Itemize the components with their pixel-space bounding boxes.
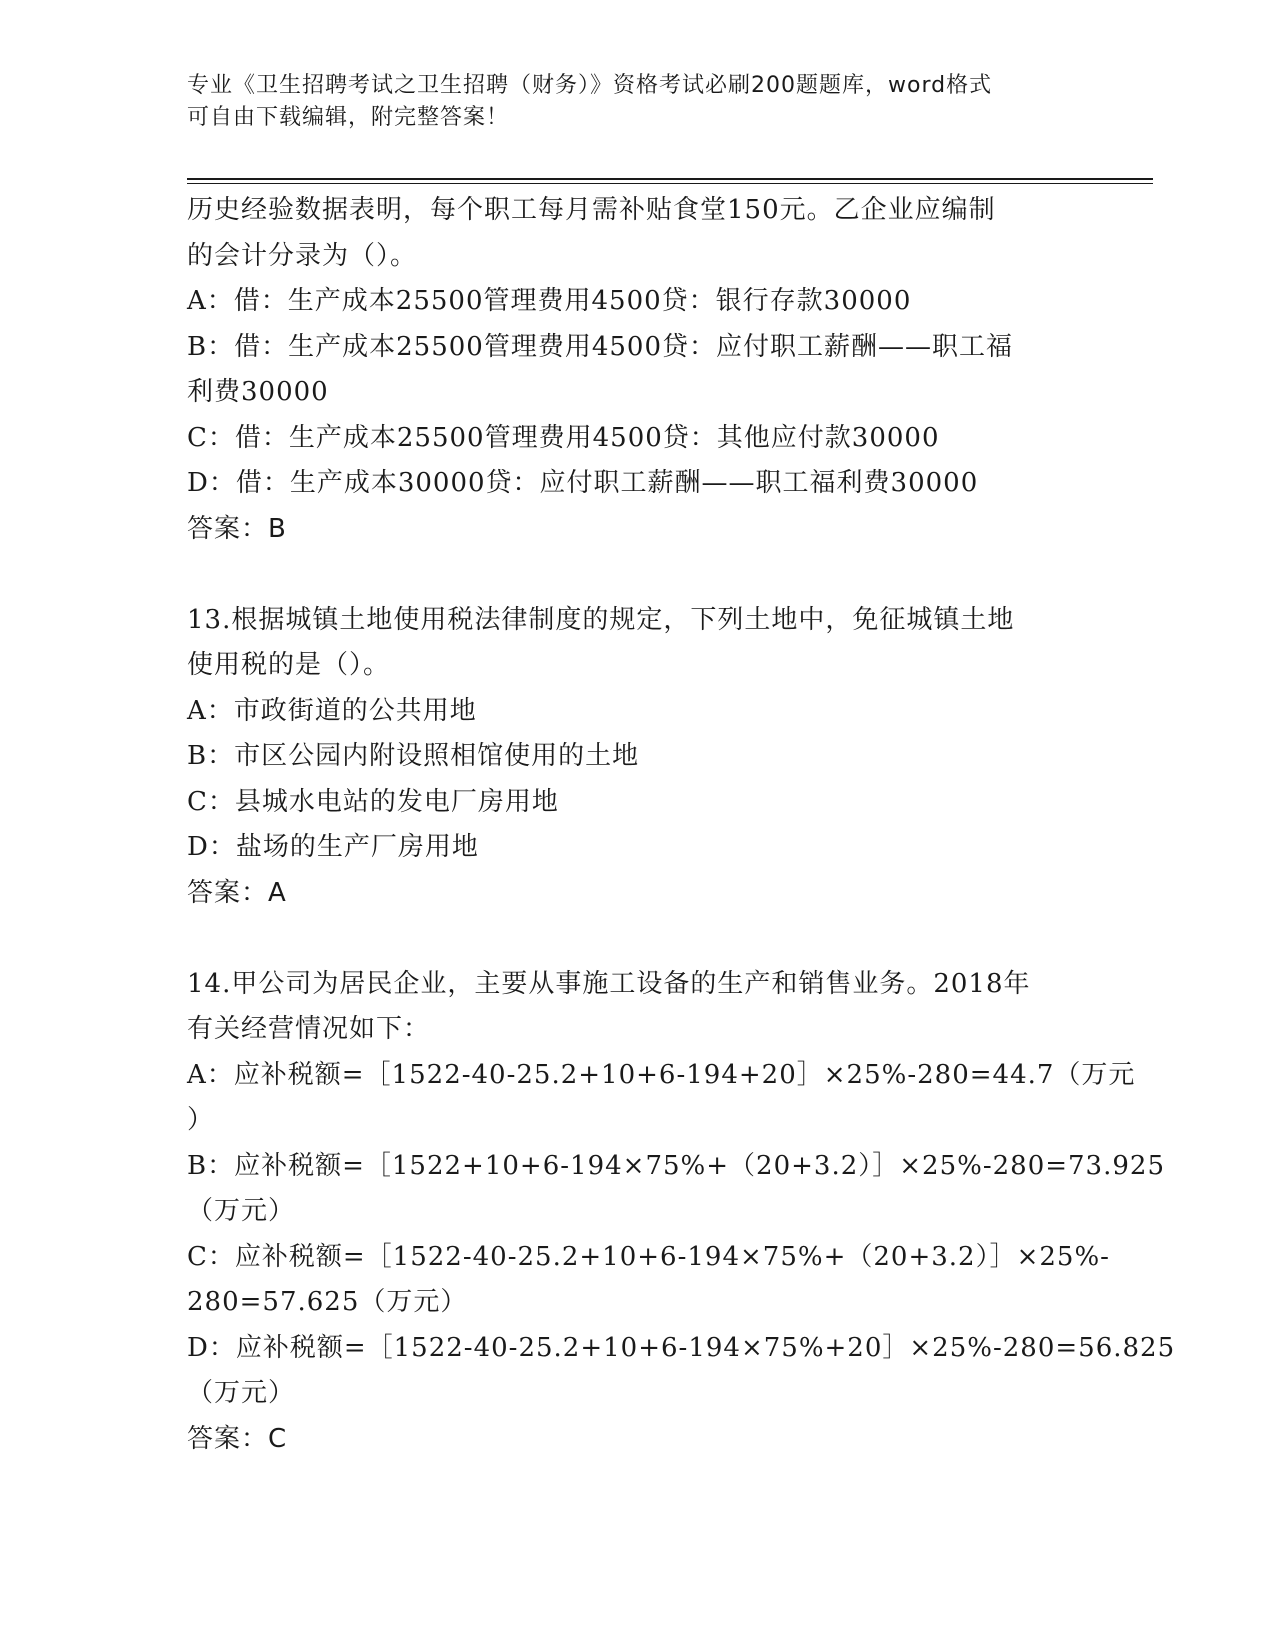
question-12 <box>187 188 1087 552</box>
option-a: A：应补税额=［1522-40-25.2+10+6-194+20］×25%-280=44.7（万元 <box>187 1059 1136 1090</box>
option-b-continued: （万元） <box>187 1196 296 1226</box>
header-rule-thin <box>187 183 1153 184</box>
option-c: C：县城水电站的发电厂房用地 <box>187 786 559 817</box>
answer: 答案：C <box>187 1423 288 1454</box>
document-header <box>187 70 1087 134</box>
spacer <box>187 552 1087 598</box>
spacer <box>187 916 1087 962</box>
option-b-continued: 利费30000 <box>187 377 329 407</box>
question-stem-line: 使用税的是（）。 <box>187 650 391 680</box>
option-a: A：借：生产成本25500管理费用4500贷：银行存款30000 <box>187 286 912 316</box>
answer: 答案：B <box>187 513 287 544</box>
question-13 <box>187 598 1087 917</box>
option-d-continued: （万元） <box>187 1378 296 1408</box>
option-c: C：借：生产成本25500管理费用4500贷：其他应付款30000 <box>187 422 940 453</box>
option-b: B：应补税额=［1522+10+6-194×75%+（20+3.2）］×25%-280=73.925 <box>187 1150 1165 1181</box>
header-line-1: 专业《卫生招聘考试之卫生招聘（财务）》资格考试必刷200题题库，word格式 <box>187 73 993 98</box>
option-c: C：应补税额=［1522-40-25.2+10+6-194×75%+（20+3.2）］×25%- <box>187 1241 1110 1272</box>
option-b: B：市区公园内附设照相馆使用的土地 <box>187 741 640 771</box>
option-d: D：应补税额=［1522-40-25.2+10+6-194×75%+20］×25%-280=56.825 <box>187 1332 1176 1363</box>
option-b: B：借：生产成本25500管理费用4500贷：应付职工薪酬——职工福 <box>187 331 1013 362</box>
question-stem-line: 的会计分录为（）。 <box>187 240 418 271</box>
question-content <box>187 188 1176 1462</box>
question-14 <box>187 962 1176 1463</box>
option-a-continued: ） <box>187 1105 215 1135</box>
option-a: A：市政街道的公共用地 <box>187 695 477 726</box>
question-stem-line: 13.根据城镇土地使用税法律制度的规定，下列土地中，免征城镇土地 <box>187 604 1015 635</box>
answer: 答案：A <box>187 877 287 908</box>
question-stem-line: 历史经验数据表明，每个职工每月需补贴食堂150元。乙企业应编制 <box>187 195 996 225</box>
option-d: D：借：生产成本30000贷：应付职工薪酬——职工福利费30000 <box>187 468 979 498</box>
question-stem-line: 有关经营情况如下： <box>187 1014 431 1044</box>
option-c-continued: 280=57.625（万元） <box>187 1287 468 1317</box>
header-rule-thick <box>187 178 1153 180</box>
option-d: D：盐场的生产厂房用地 <box>187 832 479 862</box>
question-stem-line: 14.甲公司为居民企业，主要从事施工设备的生产和销售业务。2018年 <box>187 968 1031 999</box>
header-line-2: 可自由下载编辑，附完整答案！ <box>187 105 510 130</box>
